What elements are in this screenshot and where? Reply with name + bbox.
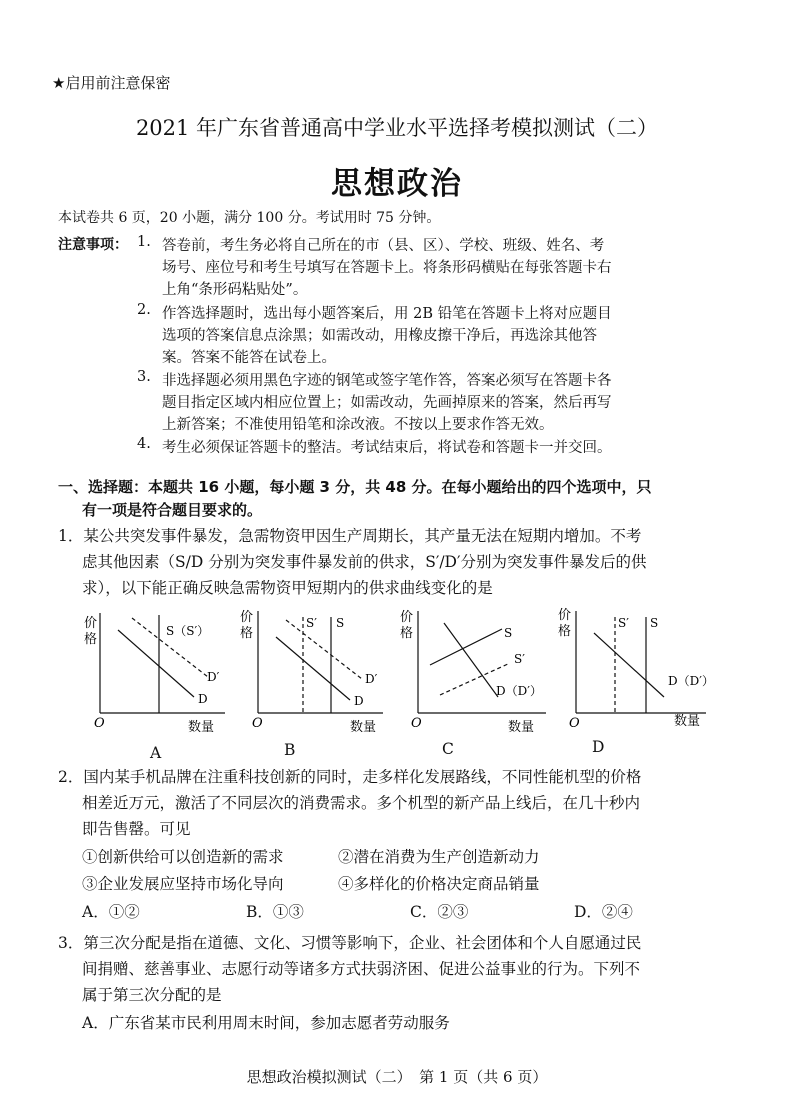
graph-origin: O: [94, 716, 105, 731]
graph-b: [238, 605, 388, 735]
demand-line: [594, 633, 664, 697]
option-b: B．①③: [246, 903, 304, 921]
notice-line: 场号、座位号和考生号填写在答题卡上。将条形码横贴在每张答题卡右: [162, 260, 612, 276]
statement-4: ④多样化的价格决定商品销量: [338, 875, 540, 893]
graph-y-label: 格: [400, 626, 414, 641]
notice-line: 题目指定区域内相应位置上；如需改动，先画掉原来的答案，然后再写: [162, 395, 612, 411]
graph-c: [396, 605, 556, 735]
graph-d: [556, 605, 726, 735]
demand-line-new: [286, 620, 362, 679]
graph-label: S: [504, 626, 513, 640]
option-a: A．①②: [82, 903, 140, 921]
supply-line: [430, 629, 502, 665]
graph-label: S′: [514, 652, 525, 666]
question-1-text: 1．某公共突发事件暴发，急需物资甲因生产周期长，其产量无法在短期内增加。不考: [58, 527, 642, 545]
demand-line: [118, 630, 194, 697]
notice-number: 2.: [137, 302, 151, 318]
graph-y-label: 格: [84, 632, 98, 647]
exam-intro: 本试卷共 6 页，20 小题，满分 100 分。考试用时 75 分钟。: [58, 210, 441, 226]
subject-title: 思想政治: [331, 166, 463, 202]
statement-3: ③企业发展应坚持市场化导向: [82, 875, 284, 893]
notice-line: 考生必须保证答题卡的整洁。考试结束后，将试卷和答题卡一并交回。: [162, 440, 612, 456]
graph-label: D′: [365, 672, 378, 686]
question-2-text: 2．国内某手机品牌在注重科技创新的同时，走多样化发展路线，不同性能机型的价格: [58, 768, 642, 786]
question-3-text: 属于第三次分配的是: [82, 986, 222, 1004]
graph-origin: O: [411, 716, 422, 731]
notice-line: 答卷前，考生务必将自己所在的市（县、区）、学校、班级、姓名、考: [162, 238, 605, 254]
graph-letter: B: [284, 741, 296, 759]
graph-x-label: 数量: [508, 720, 535, 735]
demand-line: [444, 623, 498, 697]
graph-a: [80, 605, 230, 735]
question-2-text: 即告售罄。可见: [82, 820, 191, 838]
notice-number: 3.: [137, 369, 151, 385]
graph-x-label: 数量: [188, 720, 215, 735]
graph-origin: O: [252, 716, 263, 731]
graph-label: D（D′）: [668, 674, 714, 688]
graph-letter: D: [592, 738, 605, 756]
graph-label: S′: [306, 616, 317, 630]
graph-y-label: 格: [558, 624, 572, 639]
notice-line: 上角“条形码粘贴处”。: [162, 282, 308, 298]
question-1-text: 虑其他因素（S/D 分别为突发事件暴发前的供求，S′/D′分别为突发事件暴发后的供: [82, 553, 647, 571]
section-heading-cont: 有一项是符合题目要求的。: [82, 501, 263, 519]
graph-y-label: 价: [240, 610, 254, 625]
graph-label: D: [354, 694, 364, 708]
statement-2: ②潜在消费为生产创造新动力: [338, 848, 540, 866]
notice-line: 上新答案；不准使用铅笔和涂改液。不按以上要求作答无效。: [162, 417, 554, 433]
notice-number: 4.: [137, 436, 151, 452]
confidential-note: ★启用前注意保密: [52, 74, 171, 92]
graph-y-label: 价: [84, 616, 98, 631]
option-d: D．②④: [574, 903, 633, 921]
notice-label: 注意事项：: [58, 237, 128, 253]
graph-origin: O: [569, 716, 580, 731]
notice-line: 案。答案不能答在试卷上。: [162, 350, 336, 366]
question-2-text: 相差近万元，激活了不同层次的消费需求。多个机型的新产品上线后，在几十秒内: [82, 794, 641, 812]
question-3-text: 3．第三次分配是指在道德、文化、习惯等影响下，企业、社会团体和个人自愿通过民: [58, 934, 642, 952]
question-3-option-a: A．广东省某市民利用周末时间，参加志愿者劳动服务: [82, 1014, 450, 1032]
graph-label: D: [198, 692, 208, 706]
graph-label: D′: [207, 670, 220, 684]
graph-letter: C: [442, 740, 454, 758]
question-1-text: 求），以下能正确反映急需物资甲短期内的供求曲线变化的是: [82, 579, 493, 597]
option-c: C．②③: [410, 903, 469, 921]
graph-letter: A: [150, 744, 162, 762]
graph-x-label: 数量: [674, 714, 701, 729]
question-3-text: 间捐赠、慈善事业、志愿行动等诸多方式扶弱济困、促进公益事业的行为。下列不: [82, 960, 641, 978]
notice-line: 非选择题必须用黑色字迹的钢笔或签字笔作答，答案必须写在答题卡各: [162, 373, 612, 389]
graph-y-label: 价: [400, 610, 414, 625]
graph-label: S: [650, 616, 659, 630]
notice-line: 选项的答案信息点涂黑；如需改动，用橡皮擦干净后，再选涂其他答: [162, 328, 597, 344]
graph-y-label: 格: [240, 626, 254, 641]
graph-y-label: 价: [558, 608, 572, 623]
notice-line: 作答选择题时，选出每小题答案后，用 2B 铅笔在答题卡上将对应题目: [162, 306, 612, 322]
graph-x-label: 数量: [350, 720, 377, 735]
page-footer: 思想政治模拟测试（二） 第 1 页（共 6 页）: [246, 1068, 548, 1086]
demand-line: [276, 637, 350, 700]
statement-1: ①创新供给可以创造新的需求: [82, 848, 284, 866]
graph-label: D（D′）: [496, 684, 542, 698]
graph-label: S′: [618, 616, 629, 630]
section-heading: 一、选择题：本题共 16 小题，每小题 3 分，共 48 分。在每小题给出的四个选项中，只: [58, 478, 652, 496]
exam-title: 2021 年广东省普通高中学业水平选择考模拟测试（二）: [135, 116, 659, 140]
graph-label: S（S′）: [166, 624, 210, 638]
notice-number: 1.: [137, 234, 151, 250]
graph-label: S: [336, 616, 345, 630]
